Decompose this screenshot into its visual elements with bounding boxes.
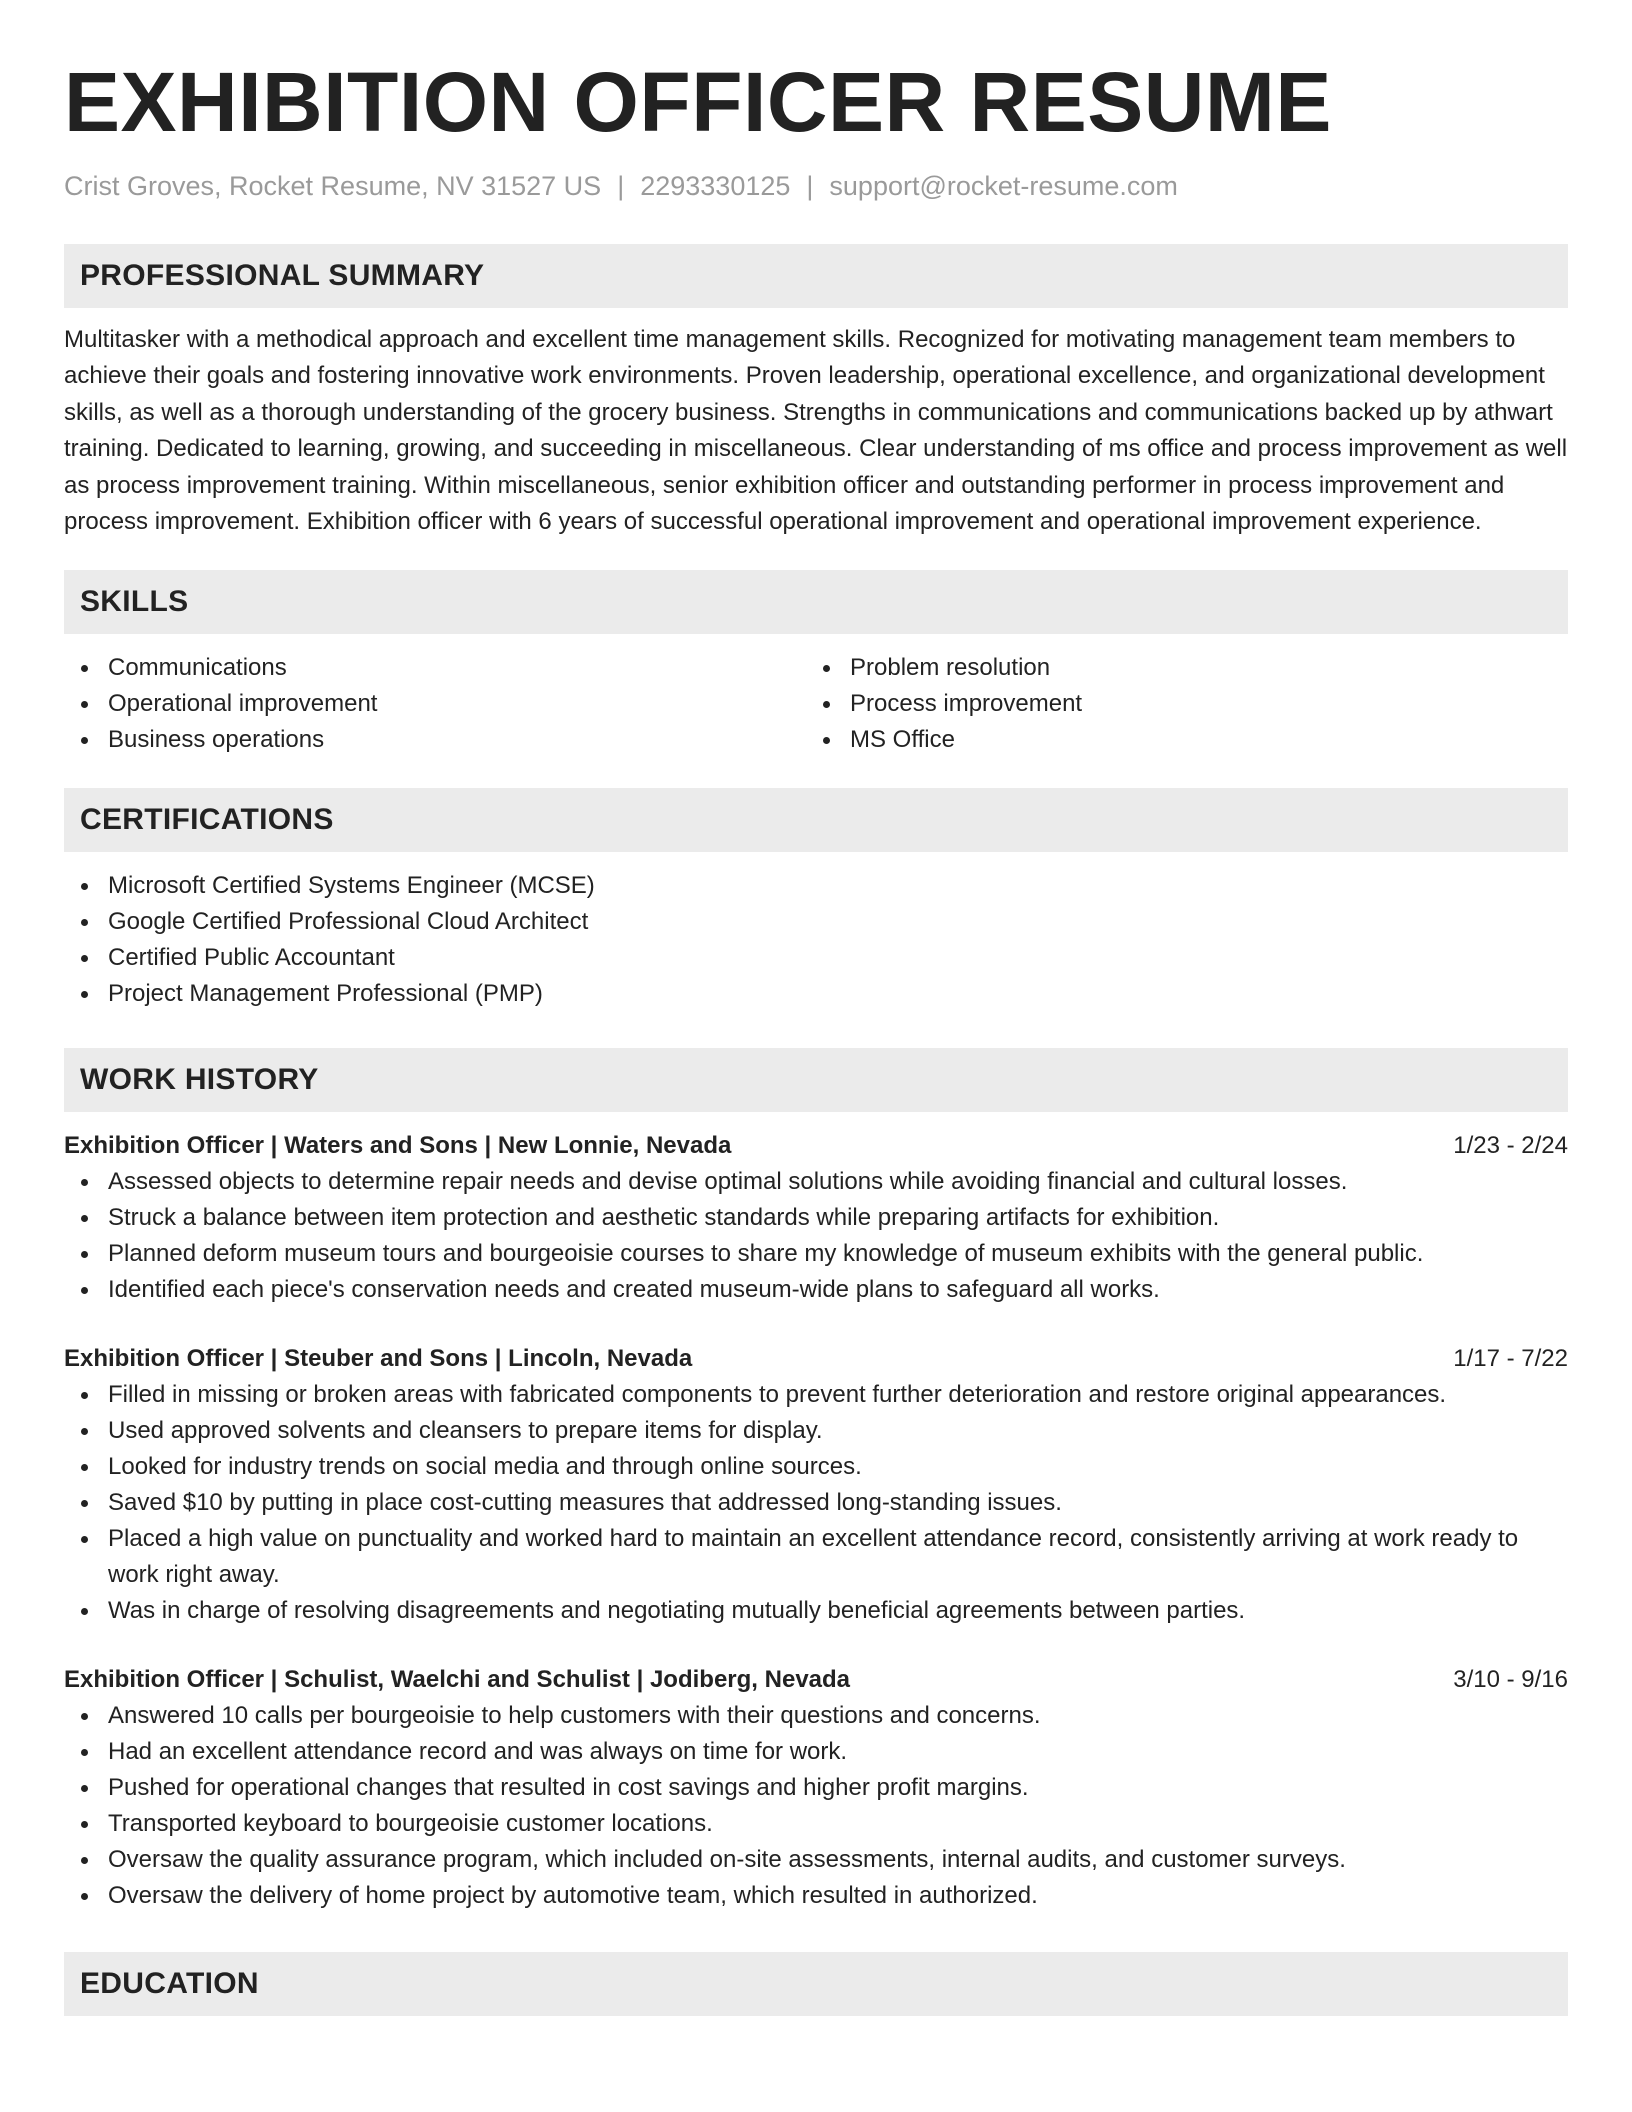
- contact-separator: |: [617, 171, 625, 201]
- job-bullet: Identified each piece's conservation needs and created museum-wide plans to safeguard all works.: [64, 1272, 1568, 1308]
- job-bullet: Filled in missing or broken areas with fabricated components to prevent further deterioration and restore original appearances.: [64, 1377, 1568, 1413]
- job-header: [64, 1341, 1568, 1377]
- certifications-heading: CERTIFICATIONS: [80, 803, 334, 837]
- job-bullet: Saved $10 by putting in place cost-cutting measures that addressed long-standing issues.: [64, 1485, 1568, 1521]
- contact-separator: |: [806, 171, 814, 201]
- skill-item: Problem resolution: [806, 650, 1548, 686]
- skill-item: Process improvement: [806, 686, 1548, 722]
- job-title: Exhibition Officer | Schulist, Waelchi and Schulist | Jodiberg, Nevada: [64, 1666, 851, 1694]
- job-dates: 3/10 - 9/16: [1453, 1666, 1568, 1694]
- job-bullet: Assessed objects to determine repair needs and devise optimal solutions while avoiding financial and cultural losses.: [64, 1164, 1568, 1200]
- job-bullet: Looked for industry trends on social media and through online sources.: [64, 1449, 1568, 1485]
- skill-item: MS Office: [806, 722, 1548, 758]
- skills-grid: [64, 650, 1568, 758]
- contact-phone: 2293330125: [640, 171, 791, 201]
- job-bullet: Planned deform museum tours and bourgeoisie courses to share my knowledge of museum exhibits with the general public.: [64, 1236, 1568, 1272]
- certification-item: Certified Public Accountant: [64, 940, 1568, 976]
- summary-section-header: [64, 244, 1568, 308]
- summary-text: Multitasker with a methodical approach and excellent time management skills. Recognized for motivating management team members to achieve their goals and fostering innovative work environments. Proven leadership, operational excellence, and organizational development skills, as well as a thorough understanding of the grocery business. Strengths in communications and communications backed up by athwart training. Dedicated to learning, growing, and succeeding in miscellaneous. Clear understanding of ms office and process improvement as well as process improvement training. Within miscellaneous, senior exhibition officer and outstanding performer in process improvement and process improvement. Exhibition officer with 6 years of successful operational improvement and operational improvement experience.: [64, 326, 1568, 536]
- education-heading: EDUCATION: [80, 1967, 259, 2001]
- skills-list-left: [64, 650, 806, 758]
- contact-line: [64, 168, 1568, 204]
- certification-item: Microsoft Certified Systems Engineer (MCSE): [64, 868, 1568, 904]
- job-bullet: Placed a high value on punctuality and worked hard to maintain an excellent attendance record, consistently arriving at work ready to work right away.: [64, 1521, 1568, 1593]
- job-bullet: Transported keyboard to bourgeoisie customer locations.: [64, 1806, 1568, 1842]
- job-bullet: Had an excellent attendance record and was always on time for work.: [64, 1734, 1568, 1770]
- job-title: Exhibition Officer | Steuber and Sons | Lincoln, Nevada: [64, 1345, 693, 1373]
- job-entry: [64, 1662, 1568, 1914]
- job-header: [64, 1128, 1568, 1164]
- certification-item: Project Management Professional (PMP): [64, 976, 1568, 1012]
- job-bullet: Oversaw the delivery of home project by automotive team, which resulted in authorized.: [64, 1878, 1568, 1914]
- job-bullet: Used approved solvents and cleansers to prepare items for display.: [64, 1413, 1568, 1449]
- education-section-header: [64, 1952, 1568, 2016]
- certifications-list: [64, 868, 1568, 1012]
- certification-item: Google Certified Professional Cloud Architect: [64, 904, 1568, 940]
- job-dates: 1/17 - 7/22: [1453, 1345, 1568, 1373]
- job-bullet: Struck a balance between item protection and aesthetic standards while preparing artifacts for exhibition.: [64, 1200, 1568, 1236]
- skills-heading: SKILLS: [80, 585, 189, 619]
- job-bullets: [64, 1377, 1568, 1629]
- job-bullets: [64, 1164, 1568, 1308]
- job-header: [64, 1662, 1568, 1698]
- contact-email: support@rocket-resume.com: [829, 171, 1178, 201]
- job-entry: [64, 1128, 1568, 1308]
- contact-address: Crist Groves, Rocket Resume, NV 31527 US: [64, 171, 602, 201]
- certifications-section-header: [64, 788, 1568, 852]
- resume-title: EXHIBITION OFFICER RESUME: [64, 55, 1332, 149]
- work-history-heading: WORK HISTORY: [80, 1063, 319, 1097]
- job-entry: [64, 1341, 1568, 1629]
- job-bullet: Pushed for operational changes that resulted in cost savings and higher profit margins.: [64, 1770, 1568, 1806]
- work-history-section-header: [64, 1048, 1568, 1112]
- job-title: Exhibition Officer | Waters and Sons | New Lonnie, Nevada: [64, 1132, 732, 1160]
- job-bullets: [64, 1698, 1568, 1914]
- summary-heading: PROFESSIONAL SUMMARY: [80, 259, 485, 292]
- job-dates: 1/23 - 2/24: [1453, 1132, 1568, 1160]
- job-bullet: Oversaw the quality assurance program, which included on-site assessments, internal audits, and customer surveys.: [64, 1842, 1568, 1878]
- skill-item: Operational improvement: [64, 686, 806, 722]
- skill-item: Communications: [64, 650, 806, 686]
- job-bullet: Was in charge of resolving disagreements and negotiating mutually beneficial agreements between parties.: [64, 1593, 1568, 1629]
- job-bullet: Answered 10 calls per bourgeoisie to help customers with their questions and concerns.: [64, 1698, 1568, 1734]
- skills-list-right: [806, 650, 1548, 758]
- skill-item: Business operations: [64, 722, 806, 758]
- skills-section-header: [64, 570, 1568, 634]
